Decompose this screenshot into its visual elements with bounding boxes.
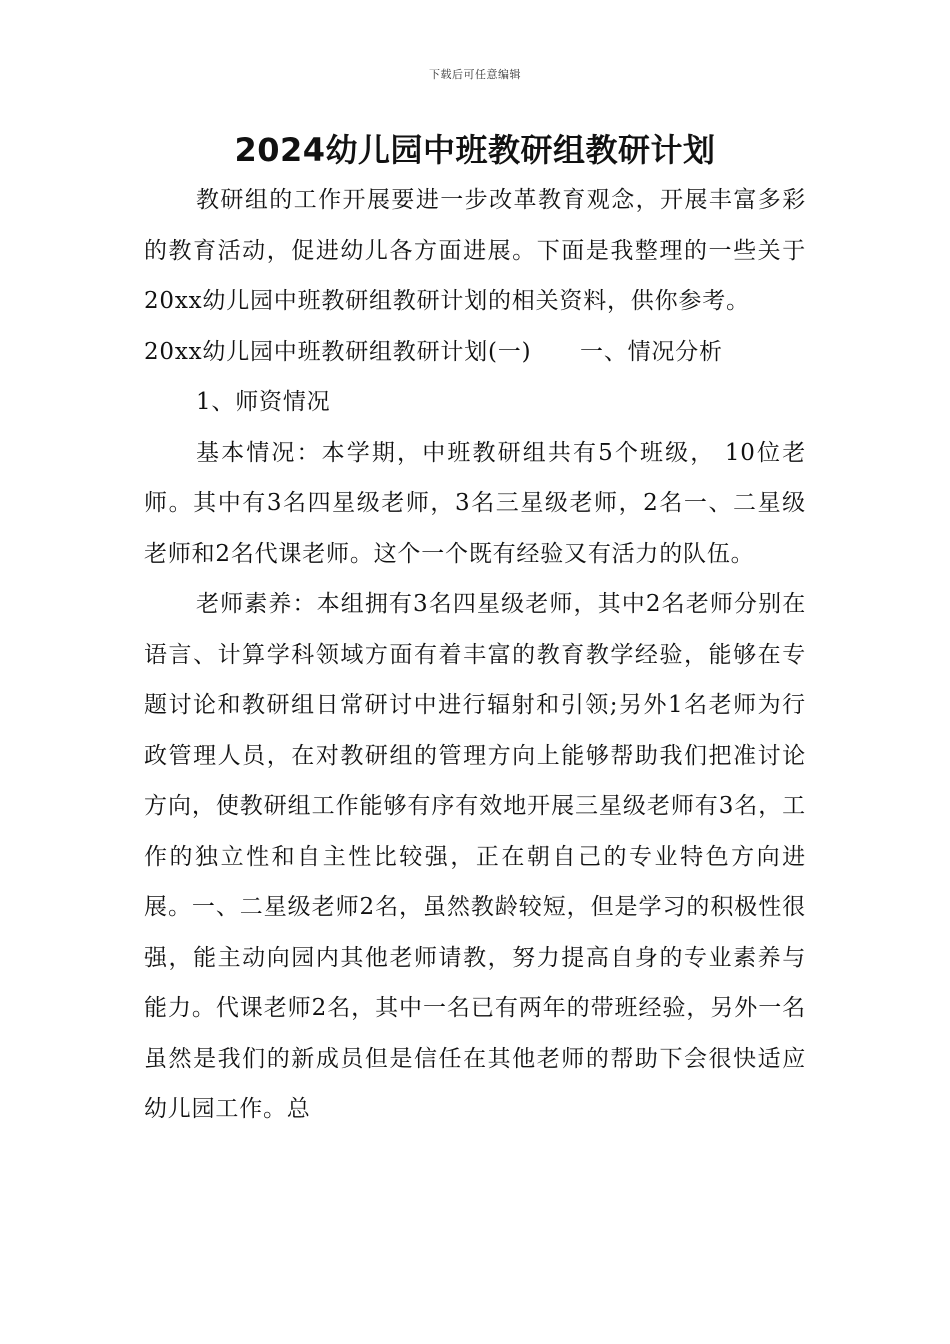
sub-heading: 1、师资情况 [196,389,331,415]
page-header-note: 下载后可任意编辑 [429,68,521,81]
teacher-quality-paragraph: 老师素养：本组拥有3名四星级老师，其中2名老师分别在语言、计算学科领域方面有着丰富的教育教学经验，能够在专题讨论和教研组日常研讨中进行辐射和引领;另外1名老师为行政管理人员，在对教研组的管理方向上能够帮助我们把准讨论方向，使教研组工作能够有序有效地开展三星级老师有3名，工作的独立性和自主性比较强，正在朝自己的专业特色方向进展。一、二星级老师2名，虽然教龄较短，但是学习的积极性很强，能主动向园内其他老师请教，努力提高自身的专业素养与能力。代课老师2名，其中一名已有两年的带班经验，另外一名虽然是我们的新成员但是信任在其他老师的帮助下会很快适应幼儿园工作。总 [144,591,806,1122]
document-title: 2024幼儿园中班教研组教研计划 [234,131,716,169]
intro-paragraph: 教研组的工作开展要进一步改革教育观念，开展丰富多彩的教育活动，促进幼儿各方面进展。下面是我整理的一些关于20xx幼儿园中班教研组教研计划的相关资料，供你参考。 [144,187,806,314]
basic-situation-paragraph: 基本情况：本学期，中班教研组共有5个班级， 10位老师。其中有3名四星级老师，3名三星级老师，2名一、二星级老师和2名代课老师。这个一个既有经验又有活力的队伍。 [144,439,806,567]
section-heading: 20xx幼儿园中班教研组教研计划(一) 一、情况分析 [144,338,723,365]
document-body [144,175,806,1135]
